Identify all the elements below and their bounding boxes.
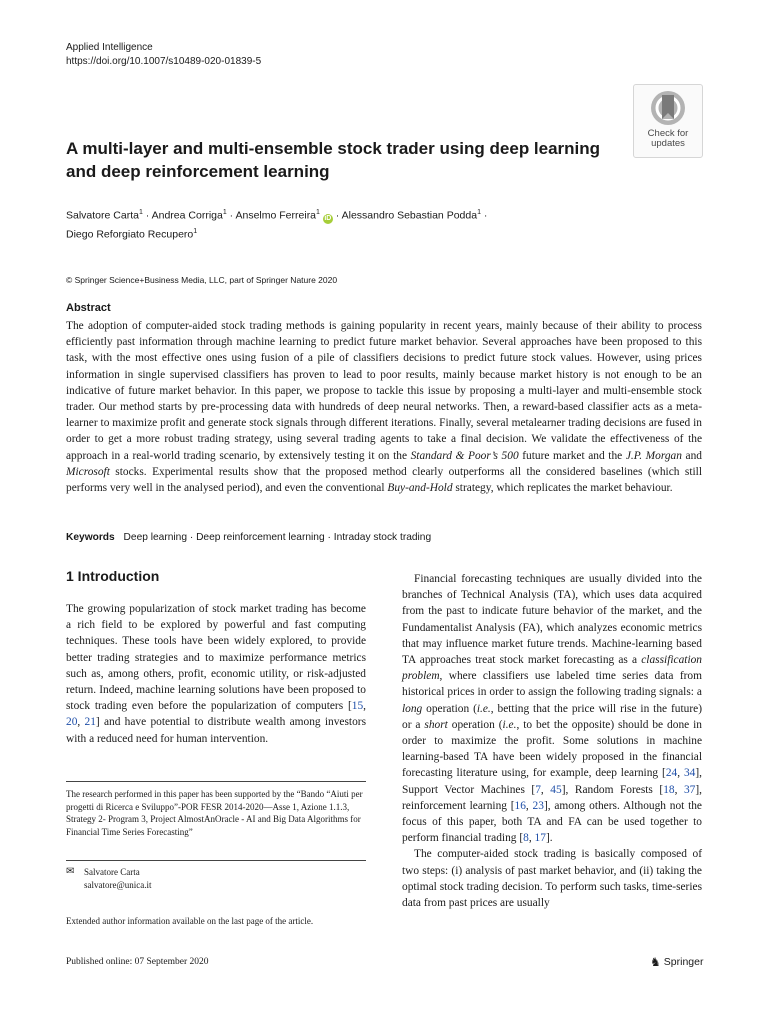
- orcid-icon[interactable]: iD: [324, 214, 332, 222]
- journal-header: [66, 41, 261, 69]
- citation-link[interactable]: 20: [66, 716, 78, 729]
- badge-line-1: Check for: [647, 128, 689, 139]
- intro-right-column: [402, 571, 702, 911]
- check-for-updates-badge[interactable]: [633, 84, 703, 158]
- crossmark-icon: [649, 89, 687, 127]
- author-list: [66, 205, 626, 242]
- keyword: Deep reinforcement learning: [196, 532, 325, 543]
- keywords-label: Keywords: [66, 532, 115, 543]
- correspondence: [66, 866, 152, 891]
- badge-line-2: updates: [651, 138, 685, 149]
- keyword-separator: ·: [327, 532, 331, 543]
- author-affiliation: 1: [193, 227, 198, 235]
- journal-name: Applied Intelligence: [66, 42, 153, 53]
- author-affiliation: 1: [138, 209, 143, 216]
- keyword: Deep learning: [123, 532, 187, 543]
- citation-link[interactable]: 16: [514, 799, 526, 812]
- author-affiliation: 1: [316, 209, 320, 216]
- doi-link[interactable]: https://doi.org/10.1007/s10489-020-01839-5: [66, 56, 262, 67]
- extended-author-info: Extended author information available on the last page of the article.: [66, 916, 314, 926]
- citation-link[interactable]: 37: [683, 783, 696, 796]
- citation-link[interactable]: 23: [532, 799, 544, 812]
- citation-link[interactable]: 45: [550, 783, 562, 796]
- author-separator: ·: [229, 209, 234, 222]
- corresponding-email[interactable]: salvatore@unica.it: [84, 879, 152, 890]
- published-date: Published online: 07 September 2020: [66, 957, 209, 967]
- funding-footnote: The research performed in this paper has been supported by the “Bando “Aiuti per progetti di Ricerca e Sviluppo”-POR FESR 2014-2020—Asse 1, Azione 1.1.3, Strategy 2- Program 3, Project AlmostAnOracle - AI and Big Data Algorithms for Financial Time Series Forecasting”: [66, 789, 363, 837]
- publisher-logo: [650, 955, 703, 969]
- citation-link[interactable]: 17: [534, 832, 546, 845]
- author-name[interactable]: Anselmo Ferreira: [235, 209, 317, 222]
- envelope-icon: ✉: [66, 866, 75, 877]
- keywords: [66, 532, 431, 543]
- author-affiliation: 1: [477, 209, 481, 216]
- keyword-separator: ·: [189, 532, 194, 543]
- citation-link[interactable]: 7: [535, 783, 541, 796]
- author-separator: ·: [145, 209, 150, 222]
- intro-paragraph: Financial forecasting techniques are usually divided into the branches of Technical Analysis (TA), which uses data acquired from the past to indicate future behavior of the market, and the Fundamentalist Analysis (FA), which analyzes economic metrics that may influence market future trends. Machine-learning based TA approaches treat stock market forecasting as a classification problem, where classifiers use labeled time series data from historical prices in order to assign the following trading signals: a long operation (i.e., betting that the price will rise in the future) or a short operation (i.e., to bet the opposite) should be done in order to maximize the profit. Some solutions in machine learning-based TA have been widely proposed in the financial forecasting literature using, for example, deep learning [24, 34], Support Vector Machines [7, 45], Random Forests [18, 37], reinforcement learning [16, 23], among others. Although not the focus of this paper, both TA and FA can be used together to perform financial trading [8, 17].: [402, 573, 702, 845]
- author-name[interactable]: Andrea Corriga: [151, 209, 223, 222]
- citation-link[interactable]: 18: [663, 783, 675, 796]
- author-name[interactable]: Diego Reforgiato Recupero: [66, 228, 194, 240]
- correspondence-divider: [66, 860, 366, 861]
- intro-paragraph: The computer-aided stock trading is basically composed of two steps: (i) analysis of past market behavior, and (ii) taking the optimal stock trading decision. To perform such tasks, time-series data from past prices are usually: [402, 848, 702, 910]
- section-heading-introduction: 1 Introduction: [66, 568, 160, 584]
- author-separator: ·: [335, 209, 340, 222]
- citation-link[interactable]: 34: [683, 767, 696, 780]
- citation-link[interactable]: 24: [665, 767, 678, 780]
- author-name[interactable]: Salvatore Carta: [66, 209, 139, 222]
- citation-link[interactable]: 21: [84, 716, 96, 729]
- abstract-heading: Abstract: [66, 302, 111, 314]
- springer-horse-icon: ♞: [650, 955, 661, 969]
- intro-left-column: [66, 601, 366, 747]
- author-separator: ·: [483, 209, 488, 222]
- author-name[interactable]: Alessandro Sebastian Podda: [341, 209, 478, 222]
- corresponding-author: Salvatore Carta: [84, 867, 140, 877]
- author-affiliation: 1: [222, 209, 227, 216]
- intro-paragraph: The growing popularization of stock market trading has become a rich field to be explored by powerful and fast computing techniques. These tools have been widely explored, to provide better trading strategies and to maximize performance metrics such as, among others, profit, economic utility, or risk-adjusted return. Indeed, machine learning solutions have been proposed to stock trading even before the popularization of computers [15, 20, 21] and have potential to distribute wealth among investors with a reduced need for human intervention.: [66, 603, 366, 745]
- abstract-text: The adoption of computer-aided stock trading methods is gaining popularity in recent years, mainly because of their ability to process efficiently past information through machine learning to predict future market behavior. Several approaches have been proposed to this task, with the most effective ones using fusion of a pile of classifiers decisions to predict future stock values. However, using prices information in single supervised classifiers has proven to lead to poor results, mainly because market history is not enough to be an indicative of future market behavior. In this paper, we propose to tackle this issue by proposing a multi-layer and multi-ensemble stock trader. Our method starts by pre-processing data with hundreds of deep neural networks. Then, a reward-based classifier acts as a meta-learner to maximize profit and generate stock signals through different iterations. Finally, several metalearner trading decisions are fused in order to get a more robust trading strategy, using several trading agents to take a final decision. We validate the effectiveness of the approach in a real-world trading scenario, by extensively testing it on the Standard & Poor’s 500 future market and the J.P. Morgan and Microsoft stocks. Experimental results show that the proposed method clearly outperforms all the considered baselines (which still performs very well in the analysed period), and even the conventional Buy-and-Hold strategy, which replicates the market behaviour.: [66, 320, 702, 495]
- copyright-notice: © Springer Science+Business Media, LLC, part of Springer Nature 2020: [66, 275, 338, 285]
- citation-link[interactable]: 8: [523, 832, 529, 845]
- publisher-name: Springer: [663, 956, 704, 968]
- paper-title: A multi-layer and multi-ensemble stock trader using deep learning and deep reinforcement learning: [66, 139, 601, 181]
- keyword: Intraday stock trading: [333, 532, 432, 543]
- citation-link[interactable]: 15: [351, 700, 364, 713]
- footnote-divider: [66, 781, 366, 782]
